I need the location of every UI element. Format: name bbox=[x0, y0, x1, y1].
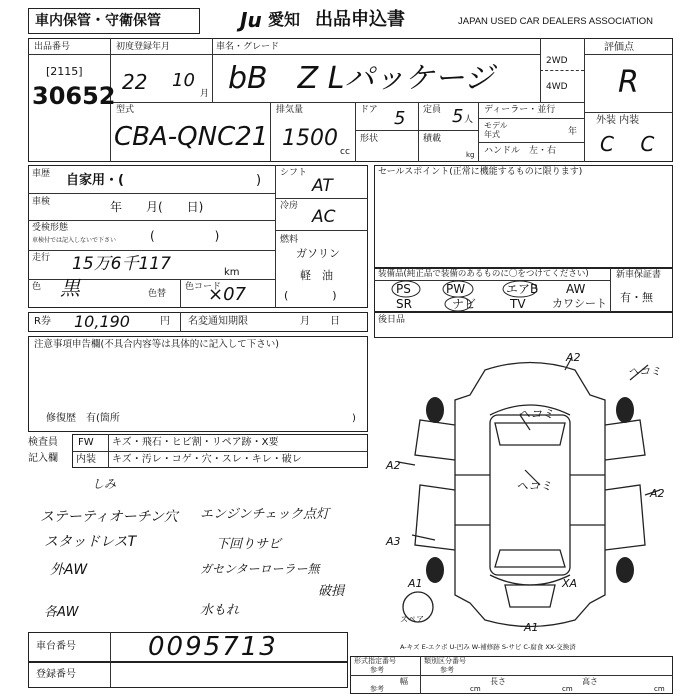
aircon-value: AC bbox=[312, 207, 336, 227]
aircon-label: 冷房 bbox=[280, 201, 299, 211]
inspector-label2: 記入欄 bbox=[28, 453, 58, 464]
spec-length-unit: cm bbox=[562, 685, 573, 693]
recycle-label: R券 bbox=[34, 316, 51, 327]
equipment-circles bbox=[374, 268, 674, 318]
model-type-label: 型式 bbox=[116, 105, 135, 115]
spec-row2: 類別区分番号 bbox=[424, 657, 466, 665]
shift-label: シフト bbox=[280, 168, 308, 178]
transfer-label: 名変通知期限 bbox=[188, 316, 248, 327]
inspector-note-4: 外AW bbox=[50, 562, 88, 578]
doors-value: 5 bbox=[394, 108, 406, 129]
inspector-note-9: 水もれ bbox=[200, 603, 240, 618]
equip-airbag: エアB bbox=[506, 282, 539, 296]
equip-navi: ナビ bbox=[452, 297, 477, 311]
inspector-note-1: しみ bbox=[92, 477, 117, 491]
sales-point-box bbox=[374, 165, 673, 268]
registration-year: 22 bbox=[122, 70, 148, 94]
inspection-value: 年 月( 日) bbox=[110, 200, 204, 214]
equipment-label: 装備品(純正品で装備のあるものに〇をつけてください) bbox=[378, 269, 589, 279]
diagram-mark-xa: XA bbox=[562, 577, 578, 590]
damage-legend: A-キズ E-エクボ U-凹み W-補修跡 S-サビ C-腐食 XX-交換済 bbox=[400, 643, 576, 651]
doors-label: ドア bbox=[360, 105, 378, 115]
color-value: 黒 bbox=[60, 276, 80, 300]
storage-title-box bbox=[28, 8, 200, 34]
chassis-value: 0095713 bbox=[148, 632, 278, 662]
mileage-unit: km bbox=[224, 267, 240, 278]
registration-label: 初度登録年月 bbox=[116, 42, 171, 52]
accept-label: 受検形態 bbox=[32, 223, 69, 233]
spec-ref: 参考 bbox=[370, 685, 384, 693]
inspection-label: 車検 bbox=[32, 197, 51, 207]
mileage-value: 15万6千117 bbox=[72, 254, 171, 274]
spec-row2b: 参考 bbox=[440, 666, 454, 674]
fuel-label: 燃料 bbox=[280, 235, 299, 245]
spare-label: スペア bbox=[400, 615, 424, 624]
transfer-value: 月 日 bbox=[300, 316, 340, 327]
repair-close: ) bbox=[352, 413, 356, 424]
logo-text: 愛知 bbox=[268, 10, 301, 29]
spec-row1b: 参考 bbox=[370, 666, 384, 674]
fuel-paren: ( ) bbox=[284, 289, 337, 302]
car-name-label: 車名・グレード bbox=[216, 42, 280, 52]
inspector-int: 内装 bbox=[76, 454, 96, 465]
spec-width-unit: cm bbox=[470, 685, 481, 693]
inspector-fw-items: キズ・飛石・ヒビ割・リペア跡・X要 bbox=[112, 437, 279, 448]
history-close: ) bbox=[256, 173, 262, 188]
equip-sr: SR bbox=[396, 297, 412, 311]
drive-2wd: 2WD bbox=[546, 56, 568, 66]
diagram-mark-a1-bottom: A1 bbox=[524, 621, 539, 634]
capacity-label: 定員 bbox=[423, 105, 442, 115]
spec-length: 長さ bbox=[490, 677, 506, 686]
equip-seat: カワシート bbox=[552, 297, 607, 310]
lot-label: 出品番号 bbox=[34, 42, 71, 52]
grade-value: R bbox=[618, 65, 639, 100]
history-value: 自家用・( bbox=[66, 173, 124, 188]
later-box bbox=[374, 312, 673, 338]
mileage-label: 走行 bbox=[32, 253, 51, 263]
inspector-note-8: 破損 bbox=[318, 584, 345, 599]
diagram-mark-a2-right: A2 bbox=[650, 487, 665, 500]
association-name: JAPAN USED CAR DEALERS ASSOCIATION bbox=[458, 16, 653, 27]
spec-height: 高さ bbox=[582, 677, 598, 686]
sales-point-label: セールスポイント(正常に機能するものに限ります) bbox=[378, 167, 583, 177]
spec-row1: 形式指定番号 bbox=[354, 657, 396, 665]
chassis-label: 車台番号 bbox=[36, 641, 76, 652]
displacement-value: 1500 bbox=[282, 126, 338, 151]
shift-value: AT bbox=[312, 176, 333, 196]
inspector-note-10: 各AW bbox=[44, 605, 79, 620]
storage-title: 車内保管・守衛保管 bbox=[35, 13, 161, 29]
equip-pw: PW bbox=[446, 282, 466, 296]
ext-int-value: C C bbox=[600, 132, 665, 156]
displacement-unit: cc bbox=[340, 147, 350, 157]
repair-label: 修復歴 有(箇所 bbox=[46, 413, 120, 424]
recycle-value: 10,190 bbox=[74, 312, 130, 331]
inspector-note-5: エンジンチェック点灯 bbox=[200, 507, 329, 522]
recycle-unit: 円 bbox=[160, 316, 170, 327]
handle-label: ハンドル 左・右 bbox=[484, 146, 557, 156]
later-label: 後日品 bbox=[378, 315, 406, 325]
color-paint-label: 色替 bbox=[148, 289, 167, 299]
diagram-mark-dent-3: ヘコミ bbox=[516, 479, 553, 493]
inspector-note-3: スタッドレスT bbox=[44, 534, 137, 550]
diagram-mark-a1-left: A1 bbox=[408, 577, 423, 590]
form-title: 出品申込書 bbox=[315, 9, 405, 30]
diagram-mark-dent-2: ヘコミ bbox=[518, 407, 555, 421]
equip-tv: TV bbox=[510, 297, 526, 311]
spec-width: 幅 bbox=[400, 677, 408, 686]
capacity-value: 5 bbox=[452, 106, 464, 127]
diagram-mark-dent-1: ヘコミ bbox=[628, 365, 661, 378]
reg-no-label: 登録番号 bbox=[36, 669, 76, 680]
color-code-label: 色コード bbox=[185, 282, 222, 292]
model-year-label: モデル 年式 bbox=[484, 121, 508, 139]
equip-aw: AW bbox=[566, 282, 586, 296]
accept-value: ( ) bbox=[150, 229, 220, 243]
fuel-gas: ガソリン bbox=[296, 247, 340, 260]
year-unit: 年 bbox=[568, 127, 578, 137]
capacity-unit: 人 bbox=[464, 115, 474, 125]
ext-int-label: 外装 内装 bbox=[596, 115, 640, 126]
inspector-int-items: キズ・汚レ・コゲ・穴・スレ・キレ・破レ bbox=[112, 454, 302, 465]
displacement-label: 排気量 bbox=[276, 105, 304, 115]
accept-note: 車検付では記入しないで下さい bbox=[32, 237, 117, 244]
notes-label: 注意事項申告欄(不具合内容等は具体的に記入して下さい) bbox=[34, 339, 279, 350]
fuel-diesel: 軽 油 bbox=[300, 269, 333, 282]
reg-no-row bbox=[28, 662, 348, 688]
spec-height-unit: cm bbox=[654, 685, 665, 693]
logo-mark: Ju bbox=[240, 8, 262, 32]
diagram-mark-a3: A3 bbox=[386, 535, 401, 548]
drive-4wd: 4WD bbox=[546, 82, 568, 92]
diagram-mark-a2-top: A2 bbox=[566, 351, 581, 364]
inspector-note-6: 下回りサビ bbox=[216, 537, 282, 552]
load-unit: kg bbox=[466, 151, 475, 159]
load-label: 積載 bbox=[423, 134, 442, 144]
lot-bracket: [2115] bbox=[46, 65, 83, 78]
form-type-label: 形状 bbox=[360, 134, 379, 144]
inspector-label1: 検査員 bbox=[28, 437, 58, 448]
dealer-label: ディーラー・並行 bbox=[484, 105, 556, 115]
equip-ps: PS bbox=[396, 282, 411, 296]
model-type-value: CBA-QNC21 bbox=[114, 122, 269, 152]
color-code-value: ×07 bbox=[208, 284, 246, 305]
car-name-value: bB Z Lパッケージ bbox=[228, 61, 494, 96]
color-label: 色 bbox=[32, 282, 42, 292]
registration-month: 10 bbox=[172, 70, 195, 91]
inspector-fw: FW bbox=[78, 437, 94, 448]
new-car-warranty-value: 有・無 bbox=[620, 291, 653, 304]
diagram-mark-a2-left: A2 bbox=[386, 459, 401, 472]
inspector-note-7: ガセンターローラー無 bbox=[200, 562, 320, 576]
registration-month-unit: 月 bbox=[200, 89, 210, 99]
lot-number: 30652 bbox=[32, 82, 116, 110]
inspector-note-2: ステーティオーチン穴 bbox=[40, 509, 178, 525]
history-label: 車歴 bbox=[32, 169, 51, 179]
new-car-warranty-label: 新車保証書 bbox=[616, 270, 662, 280]
grade-label: 評価点 bbox=[604, 42, 634, 53]
